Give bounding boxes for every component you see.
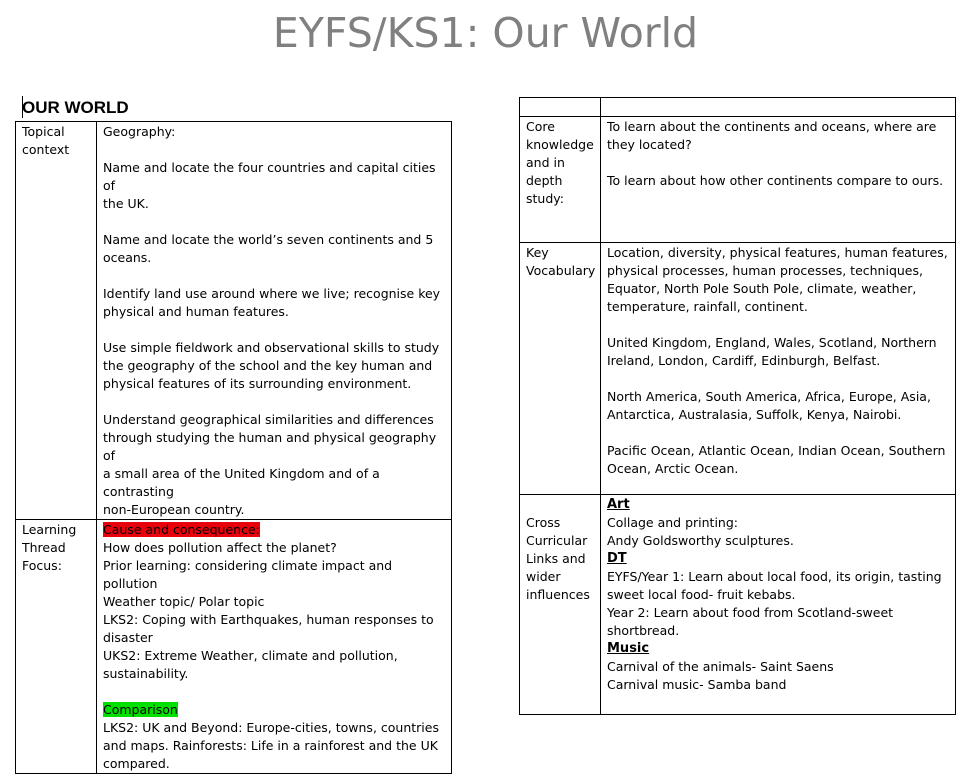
cross-curricular-content: Art Collage and printing: Andy Goldsworthy sculptures. DT EYFS/Year 1: Learn about local food, its origin, tasting sweet local food- fruit kebabs. Year 2: Learn about food from Scotland-sweet shortbread. Music Carnival of the animals- Saint Saens Carnival music- Samba band [601,495,956,715]
core-knowledge-content: To learn about the continents and oceans, where are they located? To learn about how other continents compare to ours. [601,117,956,243]
key-vocabulary-content: Location, diversity, physical features, human features, physical processes, human processes, techniques, Equator, North Pole South Pole, climate, weather, temperature, rainfall, continent. United Kingdom, England, Wales, Scotland, Northern Ireland, London, Cardiff, Edinburgh, Belfast. North America, South America, Africa, Europe, Asia, Antarctica, Australasia, Suffolk, Kenya, Nairobi. Pacific Ocean, Atlantic Ocean, Indian Ocean, Southern Ocean, Arctic Ocean. [601,243,956,495]
topical-context-label: Topical context [16,122,97,520]
page-title: EYFS/KS1: Our World [272,9,699,57]
topical-context-row [16,122,452,520]
left-table [15,121,452,774]
dt-subheading: DT [607,551,627,566]
cause-consequence-highlight: Cause and consequence: [103,522,260,537]
paragraph: Name and locate the world’s seven continents and 5 oceans. [103,232,434,265]
paragraph: Name and locate the four countries and capital cities of the UK. [103,160,436,211]
core-knowledge-row [520,117,956,243]
key-vocabulary-row [520,243,956,495]
paragraph: Use simple fieldwork and observational skills to study the geography of the school and the key human and physical features of its surrounding environment. [103,340,440,391]
music-subheading: Music [607,641,650,656]
left-heading: OUR WORLD [22,98,129,117]
empty-cell [601,98,956,117]
cross-curricular-label: Cross Curricular Links and wider influences [520,495,601,715]
empty-cell [520,98,601,117]
paragraph: Identify land use around where we live; recognise key physical and human features. [103,286,441,319]
paragraph: Understand geographical similarities and differences through studying the human and physical geography of a small area of the United Kingdom and of a contrasting non-European country. [103,412,437,517]
topical-context-content [97,122,452,520]
core-knowledge-label: Core knowledge and in depth study: [520,117,601,243]
right-table [519,97,956,715]
art-subheading: Art [607,497,630,512]
comparison-highlight: Comparison [103,702,178,717]
learning-thread-row [16,520,452,774]
key-vocabulary-label: Key Vocabulary [520,243,601,495]
cross-curricular-row [520,495,956,715]
empty-header-row [520,98,956,117]
geography-heading: Geography: [103,124,176,139]
learning-thread-content: Cause and consequence: How does pollution affect the planet? Prior learning: considering climate impact and pollution Weather topic/ Polar topic LKS2: Coping with Earthquakes, human responses to disaster UKS2: Extreme Weather, climate and pollution, sustainability. Comparison LKS2: UK and Beyond: Europe-cities, towns, countries and maps. Rainforests: Life in a rainforest and the UK compared. [97,520,452,774]
learning-thread-label: Learning Thread Focus: [16,520,97,774]
